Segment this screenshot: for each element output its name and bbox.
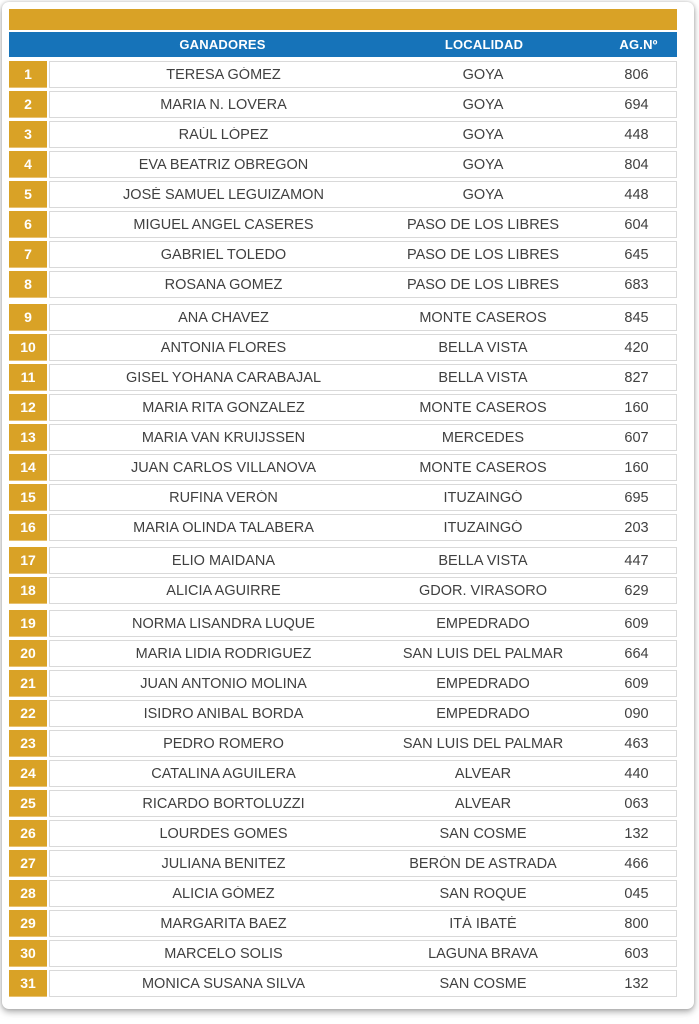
table-row: [9, 577, 677, 604]
locality-cell: EMPEDRADO: [436, 615, 530, 632]
row-number-cell: 29: [9, 910, 47, 937]
row-number-cell: 22: [9, 700, 47, 727]
locality-cell: MONTE CASEROS: [419, 459, 547, 476]
row-body: [49, 577, 677, 604]
winner-name-cell: JOSÉ SAMUEL LEGUIZAMON: [123, 186, 324, 203]
locality-cell: GOYA: [462, 66, 504, 83]
row-body: [49, 241, 677, 268]
winner-name-cell: PEDRO ROMERO: [163, 735, 284, 752]
table-row: [9, 790, 677, 817]
table-row: [9, 514, 677, 541]
row-number-cell: 16: [9, 514, 47, 541]
row-body: [49, 121, 677, 148]
agency-number-cell: 806: [624, 66, 649, 83]
locality-cell: GOYA: [462, 126, 504, 143]
row-body: [49, 940, 677, 967]
row-number-cell: 14: [9, 454, 47, 481]
row-body: [49, 181, 677, 208]
winner-name-cell: TERESA GÓMEZ: [166, 66, 281, 83]
table-row: [9, 730, 677, 757]
agency-number-cell: 090: [624, 705, 649, 722]
locality-cell: GDOR. VIRASORO: [418, 582, 548, 599]
row-body: [49, 880, 677, 907]
row-body: [49, 850, 677, 877]
row-number-cell: 31: [9, 970, 47, 997]
agency-number-cell: 448: [624, 186, 649, 203]
agency-number-cell: 695: [624, 489, 649, 506]
row-number-cell: 24: [9, 760, 47, 787]
winner-name-cell: EVA BEATRIZ OBREGON: [138, 156, 309, 173]
winners-table-card: [2, 2, 694, 1009]
row-number-cell: 10: [9, 334, 47, 361]
locality-cell: BERÓN DE ASTRADA: [409, 855, 557, 872]
winner-name-cell: JULIANA BENITEZ: [161, 855, 286, 872]
locality-cell: SAN LUIS DEL PALMAR: [402, 735, 564, 752]
locality-cell: ALVEAR: [454, 795, 512, 812]
table-row: [9, 484, 677, 511]
winner-name-cell: MARIA RITA GONZALEZ: [142, 399, 305, 416]
row-body: [49, 151, 677, 178]
row-body: [49, 484, 677, 511]
agency-number-cell: 800: [624, 915, 649, 932]
agency-number-cell: 448: [624, 126, 649, 143]
row-body: [49, 61, 677, 88]
row-body: [49, 730, 677, 757]
row-number-cell: 13: [9, 424, 47, 451]
locality-cell: BELLA VISTA: [438, 369, 528, 386]
winner-name-cell: MARIA LIDIA RODRIGUEZ: [135, 645, 312, 662]
row-body: [49, 790, 677, 817]
winner-name-cell: ELIO MAIDANA: [171, 552, 276, 569]
locality-cell: ITUZAINGÓ: [443, 519, 523, 536]
winner-name-cell: MARIA OLINDA TALABERA: [133, 519, 314, 536]
row-number-cell: 5: [9, 181, 47, 208]
winner-name-cell: RICARDO BORTOLUZZI: [142, 795, 305, 812]
row-number-cell: 1: [9, 61, 47, 88]
row-body: [49, 610, 677, 637]
table-row: [9, 547, 677, 574]
row-number-cell: 6: [9, 211, 47, 238]
winner-name-cell: JUAN ANTONIO MOLINA: [140, 675, 307, 692]
winner-name-cell: MARCELO SOLIS: [164, 945, 283, 962]
table-row: [9, 940, 677, 967]
table-row: [9, 970, 677, 997]
agency-number-cell: 683: [624, 276, 649, 293]
row-body: [49, 820, 677, 847]
table-row: [9, 700, 677, 727]
row-body: [49, 514, 677, 541]
row-number-cell: 3: [9, 121, 47, 148]
row-number-cell: 19: [9, 610, 47, 637]
locality-cell: GOYA: [462, 156, 504, 173]
locality-cell: LAGUNA BRAVA: [428, 945, 538, 962]
agency-number-cell: 827: [624, 369, 649, 386]
locality-cell: ITUZAINGÓ: [443, 489, 523, 506]
agency-number-cell: 609: [624, 675, 649, 692]
winner-name-cell: GABRIEL TOLEDO: [160, 246, 287, 263]
row-body: [49, 271, 677, 298]
table-row: [9, 454, 677, 481]
locality-cell: EMPEDRADO: [436, 675, 530, 692]
table-row: [9, 181, 677, 208]
agency-number-cell: 063: [624, 795, 649, 812]
top-gold-bar: [9, 9, 677, 30]
table-row: [9, 880, 677, 907]
winner-name-cell: ALICIA AGUIRRE: [166, 582, 281, 599]
locality-cell: SAN COSME: [439, 825, 527, 842]
agency-number-cell: 609: [624, 615, 649, 632]
table-row: [9, 850, 677, 877]
winner-name-cell: CATALINA AGUILERA: [151, 765, 296, 782]
table-row: [9, 760, 677, 787]
agency-number-cell: 045: [624, 885, 649, 902]
row-body: [49, 334, 677, 361]
row-body: [49, 640, 677, 667]
agency-number-cell: 664: [624, 645, 649, 662]
locality-cell: SAN LUIS DEL PALMAR: [402, 645, 564, 662]
table-row: [9, 304, 677, 331]
locality-cell: PASO DE LOS LIBRES: [406, 276, 560, 293]
row-number-cell: 11: [9, 364, 47, 391]
locality-cell: PASO DE LOS LIBRES: [406, 216, 560, 233]
row-body: [49, 970, 677, 997]
locality-cell: BELLA VISTA: [438, 552, 528, 569]
agency-number-cell: 420: [624, 339, 649, 356]
table-row: [9, 271, 677, 298]
agency-number-cell: 603: [624, 945, 649, 962]
row-body: [49, 910, 677, 937]
agency-number-cell: 604: [624, 216, 649, 233]
locality-cell: BELLA VISTA: [438, 339, 528, 356]
locality-cell: PASO DE LOS LIBRES: [406, 246, 560, 263]
agency-number-cell: 132: [624, 975, 649, 992]
header-locality: LOCALIDAD: [444, 37, 524, 52]
locality-cell: EMPEDRADO: [436, 705, 530, 722]
agency-number-cell: 466: [624, 855, 649, 872]
winner-name-cell: ROSANA GOMEZ: [164, 276, 283, 293]
table-row: [9, 820, 677, 847]
winner-name-cell: RAÚL LÓPEZ: [178, 126, 269, 143]
row-body: [49, 547, 677, 574]
table-row: [9, 91, 677, 118]
table-row: [9, 241, 677, 268]
table-row: [9, 364, 677, 391]
table-row: [9, 121, 677, 148]
locality-cell: SAN COSME: [439, 975, 527, 992]
row-number-cell: 7: [9, 241, 47, 268]
locality-cell: SAN ROQUE: [439, 885, 527, 902]
winner-name-cell: GISEL YOHANA CARABAJAL: [125, 369, 322, 386]
locality-cell: ALVEAR: [454, 765, 512, 782]
agency-number-cell: 694: [624, 96, 649, 113]
row-number-cell: 17: [9, 547, 47, 574]
table-row: [9, 61, 677, 88]
table-row: [9, 211, 677, 238]
row-number-cell: 20: [9, 640, 47, 667]
winner-name-cell: MARIA VAN KRUIJSSEN: [141, 429, 306, 446]
agency-number-cell: 804: [624, 156, 649, 173]
row-number-cell: 26: [9, 820, 47, 847]
table-row: [9, 610, 677, 637]
row-body: [49, 394, 677, 421]
table-row: [9, 424, 677, 451]
winner-name-cell: ALICIA GÓMEZ: [172, 885, 275, 902]
winner-name-cell: ISIDRO ANIBAL BORDA: [143, 705, 304, 722]
row-number-cell: 28: [9, 880, 47, 907]
header-agency-number: AG.Nº: [619, 37, 658, 52]
winner-name-cell: LOURDES GOMES: [159, 825, 288, 842]
agency-number-cell: 845: [624, 309, 649, 326]
agency-number-cell: 463: [624, 735, 649, 752]
row-body: [49, 304, 677, 331]
winner-name-cell: MONICA SUSANA SILVA: [141, 975, 306, 992]
winner-name-cell: NORMA LISANDRA LUQUE: [132, 615, 315, 632]
row-number-cell: 25: [9, 790, 47, 817]
winner-name-cell: ANTONIA FLORES: [160, 339, 287, 356]
table-header: [9, 32, 677, 57]
agency-number-cell: 132: [624, 825, 649, 842]
agency-number-cell: 440: [624, 765, 649, 782]
row-body: [49, 670, 677, 697]
table-body: [9, 61, 677, 997]
agency-number-cell: 160: [624, 399, 649, 416]
agency-number-cell: 447: [624, 552, 649, 569]
row-body: [49, 424, 677, 451]
row-number-cell: 9: [9, 304, 47, 331]
row-body: [49, 211, 677, 238]
agency-number-cell: 629: [624, 582, 649, 599]
row-number-cell: 27: [9, 850, 47, 877]
table-row: [9, 394, 677, 421]
table-row: [9, 640, 677, 667]
row-number-cell: 15: [9, 484, 47, 511]
locality-cell: MONTE CASEROS: [419, 309, 547, 326]
agency-number-cell: 203: [624, 519, 649, 536]
row-body: [49, 364, 677, 391]
agency-number-cell: 645: [624, 246, 649, 263]
row-body: [49, 700, 677, 727]
winner-name-cell: JUAN CARLOS VILLANOVA: [130, 459, 317, 476]
row-number-cell: 30: [9, 940, 47, 967]
row-body: [49, 91, 677, 118]
winner-name-cell: MIGUEL ANGEL CASERES: [133, 216, 314, 233]
locality-cell: GOYA: [462, 186, 504, 203]
row-number-cell: 8: [9, 271, 47, 298]
row-number-cell: 23: [9, 730, 47, 757]
row-number-cell: 21: [9, 670, 47, 697]
header-winners: GANADORES: [179, 37, 266, 52]
table-row: [9, 334, 677, 361]
table-row: [9, 670, 677, 697]
row-body: [49, 454, 677, 481]
locality-cell: MONTE CASEROS: [419, 399, 547, 416]
agency-number-cell: 160: [624, 459, 649, 476]
row-body: [49, 760, 677, 787]
row-number-cell: 18: [9, 577, 47, 604]
agency-number-cell: 607: [624, 429, 649, 446]
winner-name-cell: MARGARITA BAEZ: [160, 915, 287, 932]
table-row: [9, 910, 677, 937]
locality-cell: ITÁ IBATÉ: [449, 915, 517, 932]
locality-cell: MERCEDES: [441, 429, 525, 446]
table-row: [9, 151, 677, 178]
winner-name-cell: MARIA N. LOVERA: [160, 96, 287, 113]
row-number-cell: 12: [9, 394, 47, 421]
row-number-cell: 2: [9, 91, 47, 118]
winner-name-cell: ANA CHAVEZ: [178, 309, 269, 326]
winner-name-cell: RUFINA VERÓN: [169, 489, 278, 506]
locality-cell: GOYA: [462, 96, 504, 113]
row-number-cell: 4: [9, 151, 47, 178]
